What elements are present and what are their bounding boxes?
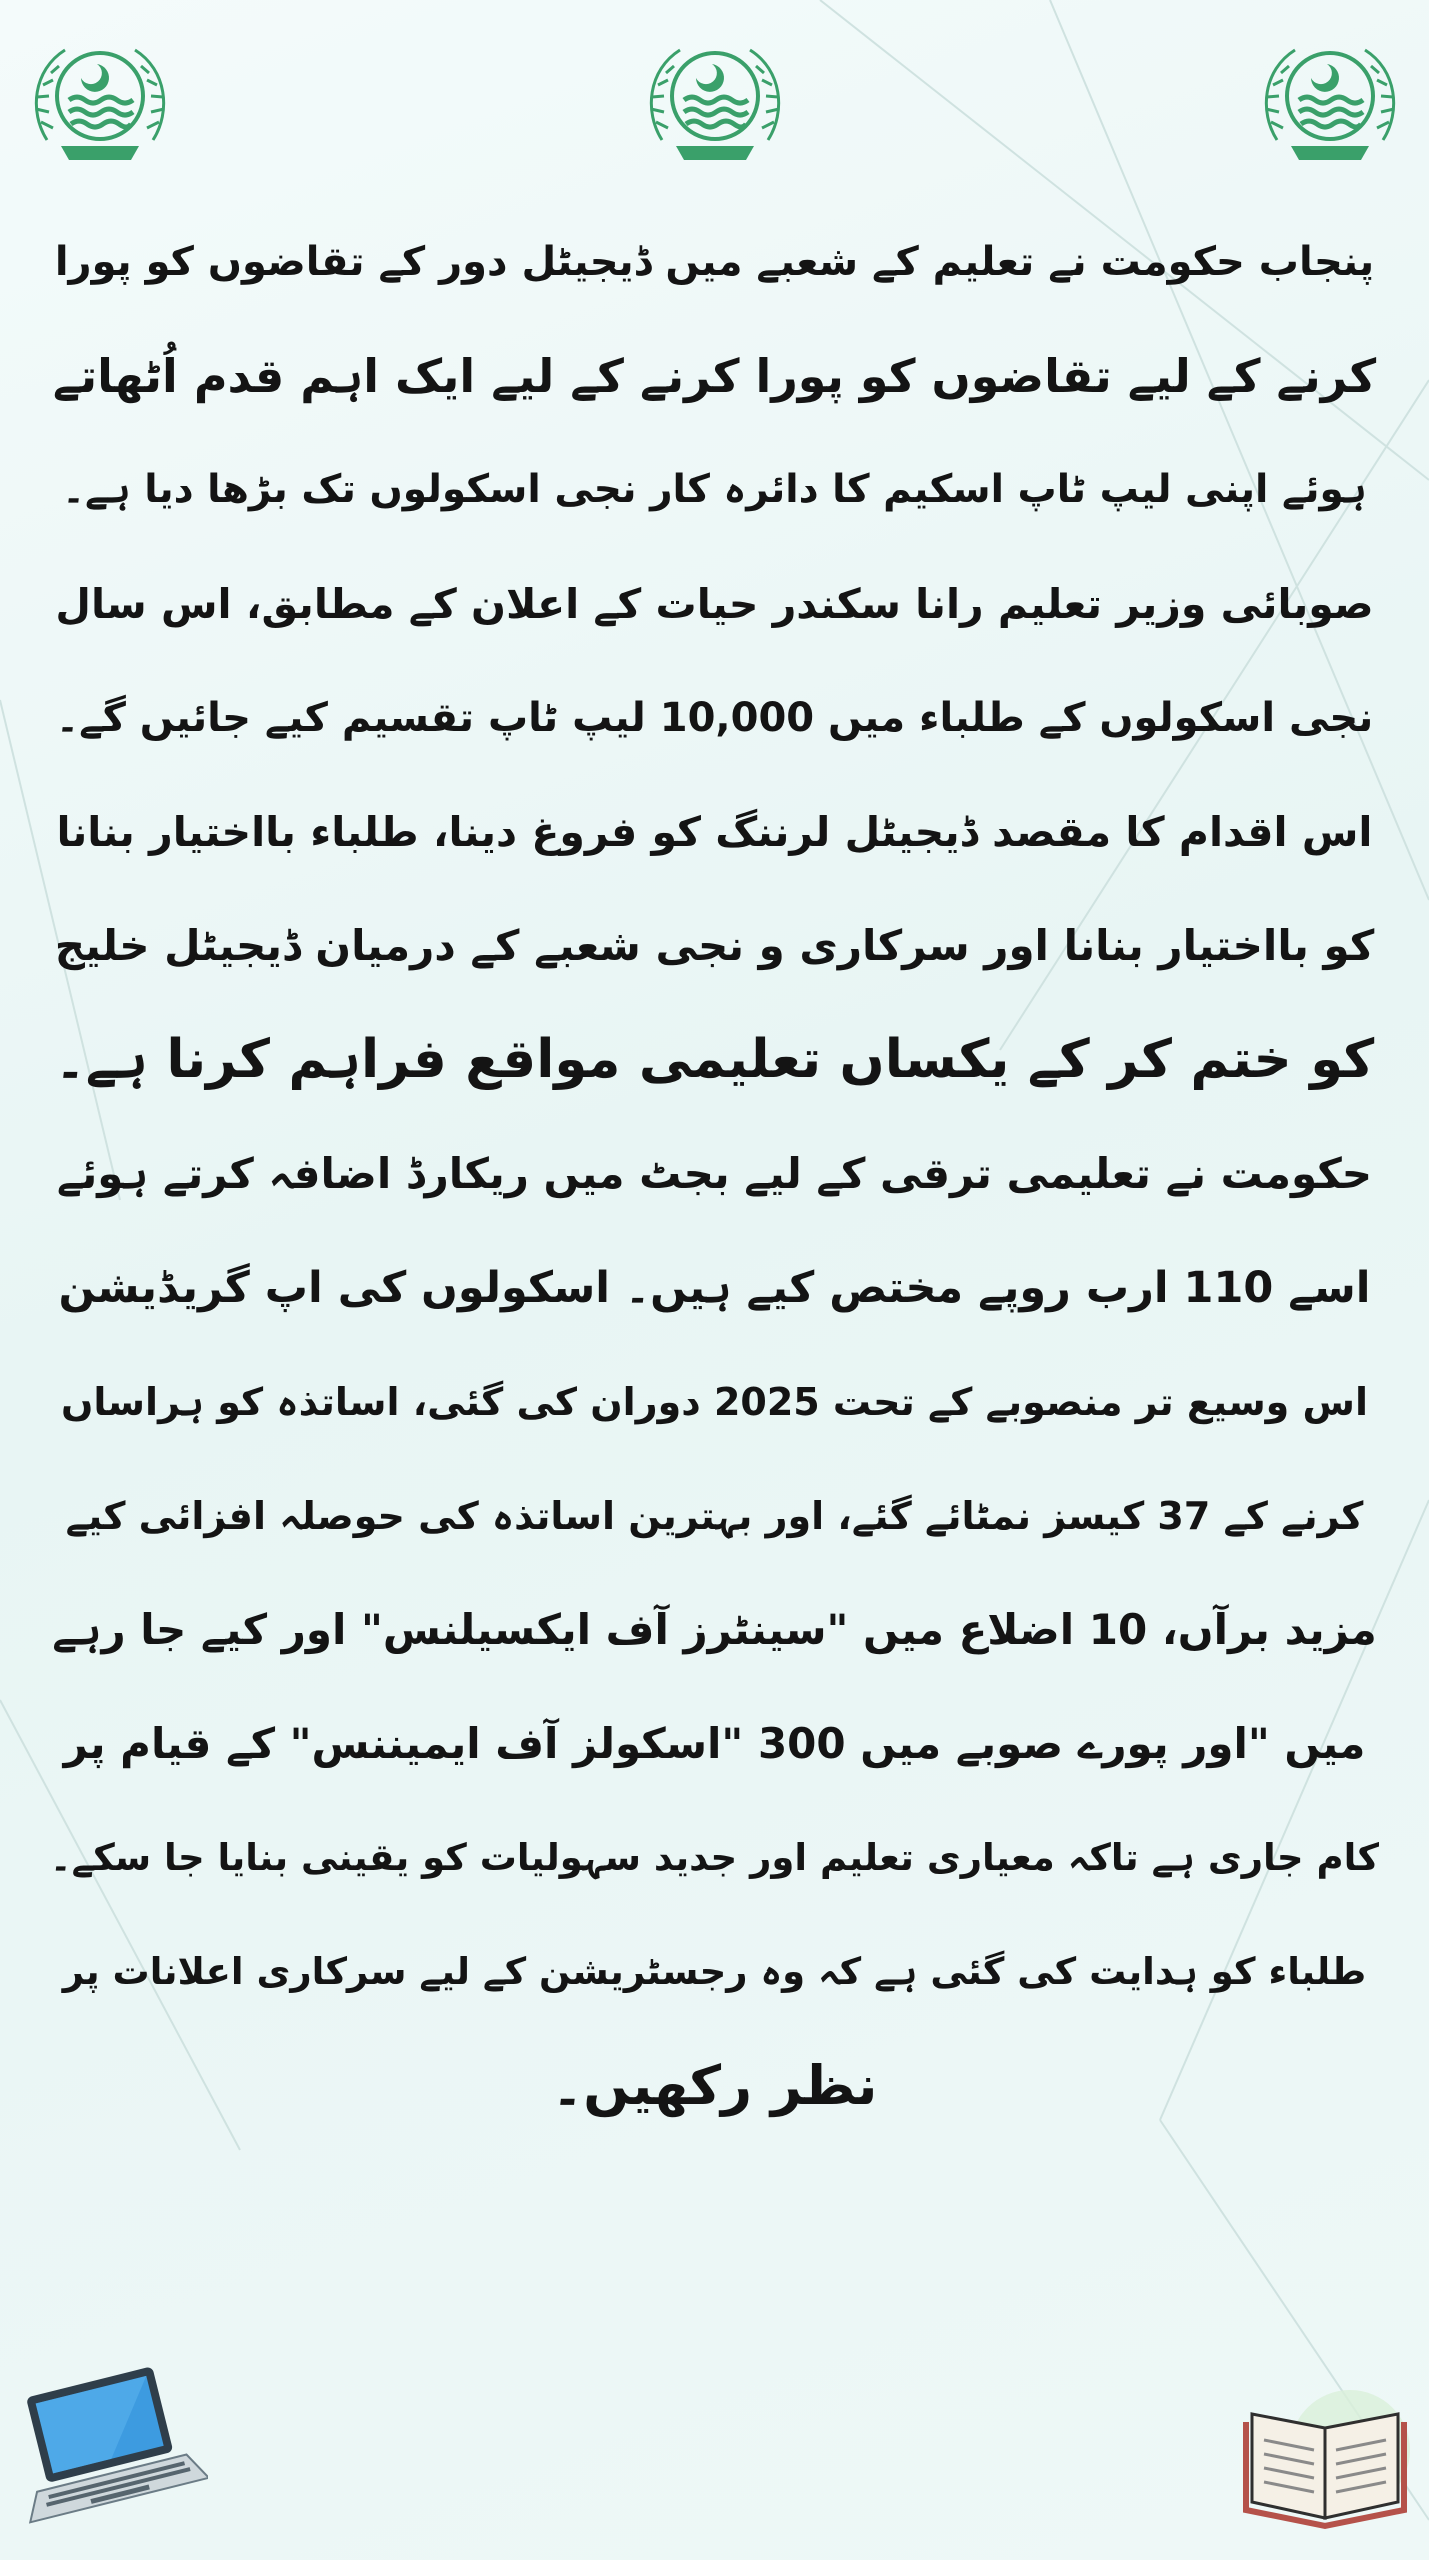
article-line: کرنے کے لیے تقاضوں کو پورا کرنے کے لیے ایک اہم قدم اُٹھاتے (52, 349, 1377, 403)
article-line: ہوئے اپنی لیپ ٹاپ اسکیم کا دائرہ کار نجی اسکولوں تک بڑھا دیا ہے۔ (62, 467, 1367, 512)
article-line: صوبائی وزیر تعلیم رانا سکندر حیات کے اعلان کے مطابق، اس سال (55, 580, 1374, 628)
laptop-icon (18, 2360, 208, 2530)
article-line: کرنے کے 37 کیسز نمٹائے گئے، اور بہترین اساتذہ کی حوصلہ افزائی کیے (65, 1494, 1364, 1538)
article-line: اس وسیع تر منصوبے کے تحت 2025 دوران کی گئی، اساتذہ کو ہراساں (60, 1380, 1368, 1424)
punjab-emblem-icon (25, 28, 175, 168)
article-line: میں "اور پورے صوبے میں 300 "اسکولز آف ایمیننس" کے قیام پر (63, 1719, 1366, 1768)
article-line: نظر رکھیں۔ (551, 2054, 878, 2117)
article-body (50, 205, 1379, 2143)
article-line: مزید برآں، 10 اضلاع میں "سینٹرز آف ایکسیلنس" اور کیے جا رہے (52, 1605, 1377, 1654)
punjab-emblem-icon (1255, 28, 1405, 168)
article-line: کام جاری ہے تاکہ معیاری تعلیم اور جدید سہولیات کو یقینی بنایا جا سکے۔ (50, 1836, 1379, 1879)
article-line: کو ختم کر کے یکساں تعلیمی مواقع فراہم کرنا ہے۔ (54, 1029, 1375, 1090)
article-line: اس اقدام کا مقصد ڈیجیٹل لرننگ کو فروغ دینا، طلباء بااختیار بنانا (56, 808, 1373, 856)
article-line: پنجاب حکومت نے تعلیم کے شعبے میں ڈیجیٹل دور کے تقاضوں کو پورا (54, 239, 1375, 285)
open-book-icon (1240, 2370, 1415, 2540)
article-line: حکومت نے تعلیمی ترقی کے لیے بجٹ میں ریکارڈ اضافہ کرتے ہوئے (56, 1149, 1373, 1198)
article-line: طلباء کو ہدایت کی گئی ہے کہ وہ رجسٹریشن کے لیے سرکاری اعلانات پر (62, 1950, 1367, 1993)
punjab-emblem-icon (640, 28, 790, 168)
article-line: نجی اسکولوں کے طلباء میں 10,000 لیپ ٹاپ تقسیم کیے جائیں گے۔ (55, 695, 1374, 741)
article-line: کو بااختیار بنانا اور سرکاری و نجی شعبے کے درمیان ڈیجیٹل خلیج (54, 921, 1375, 970)
article-line: اسے 110 ارب روپے مختص کیے ہیں۔ اسکولوں کی اپ گریڈیشن (58, 1263, 1371, 1313)
